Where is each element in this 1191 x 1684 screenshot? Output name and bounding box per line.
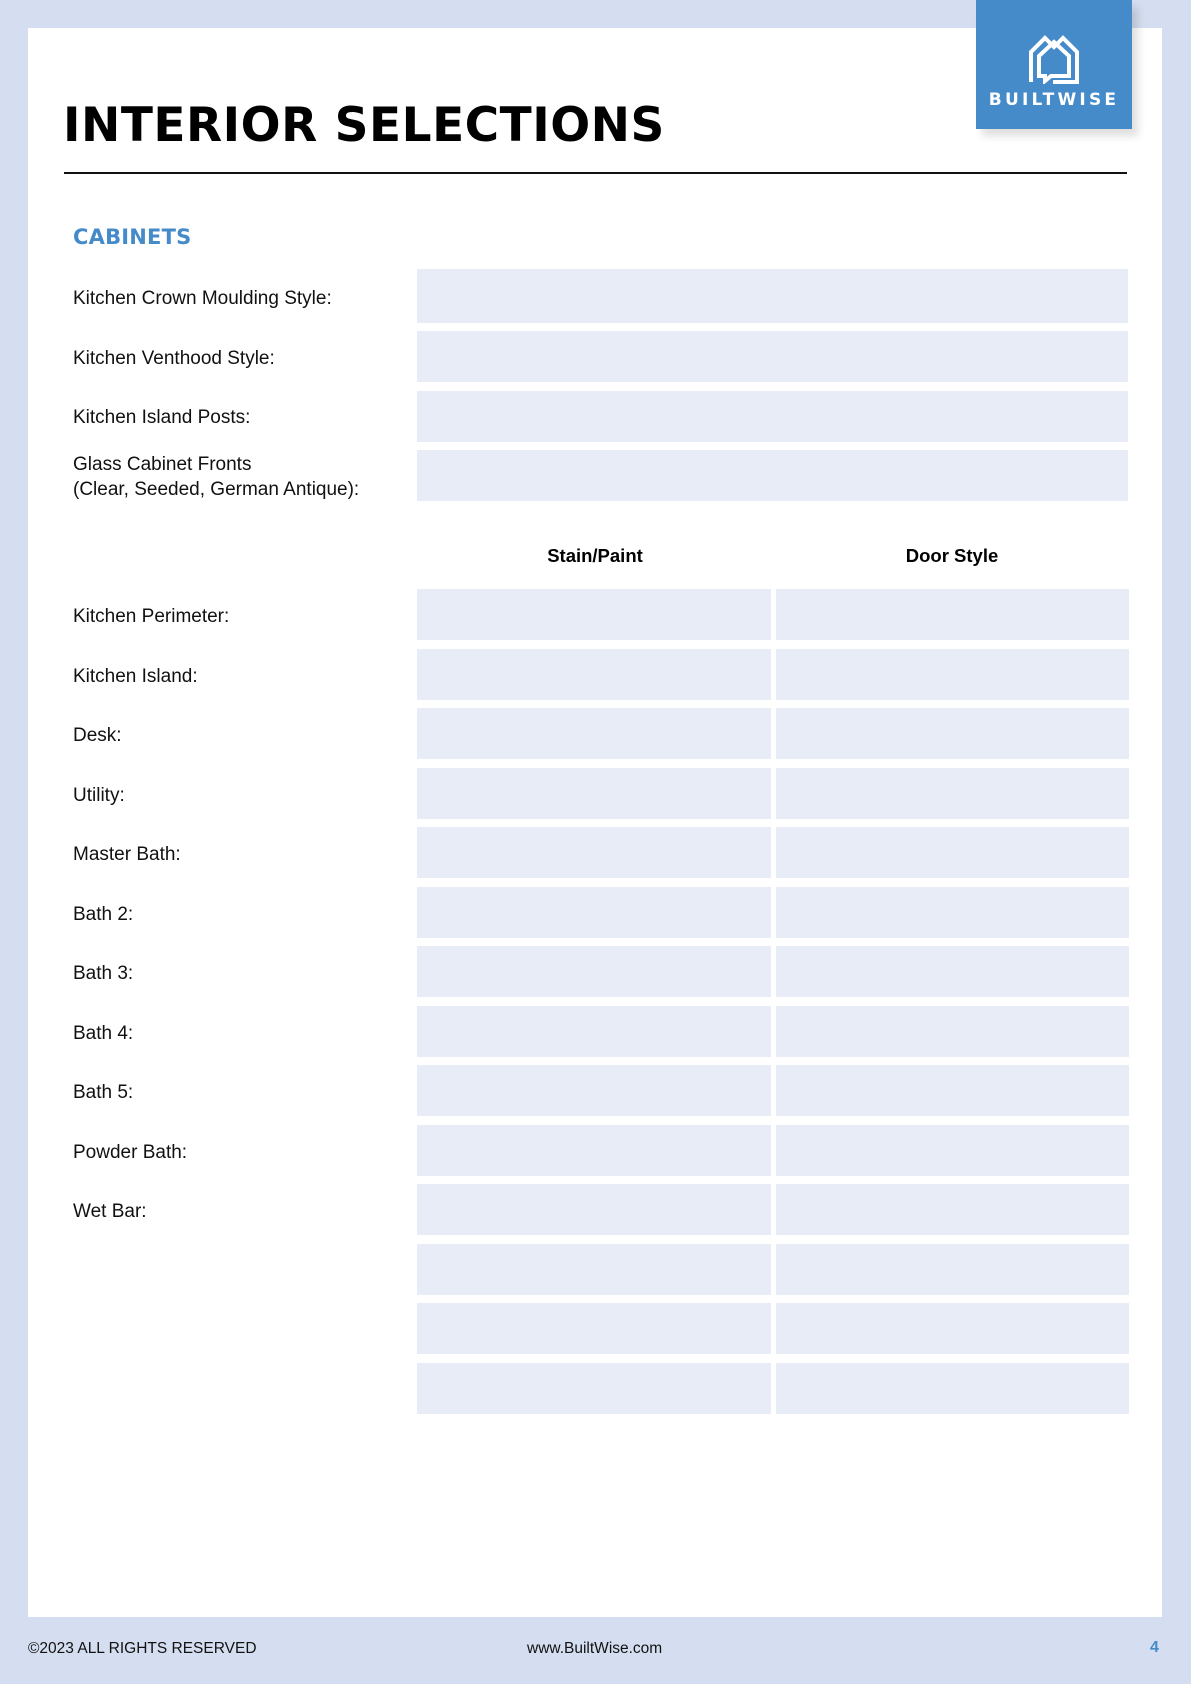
door-style-input[interactable] bbox=[776, 1006, 1129, 1057]
stain-paint-input[interactable] bbox=[417, 1184, 771, 1235]
stain-paint-input[interactable] bbox=[417, 589, 771, 640]
door-style-input[interactable] bbox=[776, 589, 1129, 640]
row-label: Bath 3: bbox=[73, 963, 134, 984]
door-style-input[interactable] bbox=[776, 887, 1129, 938]
row-label: Kitchen Perimeter: bbox=[73, 606, 230, 627]
stain-paint-input[interactable] bbox=[417, 649, 771, 700]
door-style-input[interactable] bbox=[776, 827, 1129, 878]
door-style-input[interactable] bbox=[776, 1303, 1129, 1354]
door-style-input[interactable] bbox=[776, 1184, 1129, 1235]
row-label: Kitchen Island: bbox=[73, 666, 198, 687]
footer-copyright: ©2023 ALL RIGHTS RESERVED bbox=[28, 1640, 257, 1657]
stain-paint-input[interactable] bbox=[417, 1363, 771, 1414]
footer-website-link[interactable]: www.BuiltWise.com bbox=[527, 1640, 663, 1657]
stain-paint-input[interactable] bbox=[417, 887, 771, 938]
door-style-input[interactable] bbox=[776, 708, 1129, 759]
venthood-input[interactable] bbox=[417, 331, 1128, 382]
row-label: Bath 5: bbox=[73, 1082, 134, 1103]
section-title-cabinets: CABINETS bbox=[73, 225, 192, 249]
stain-paint-input[interactable] bbox=[417, 1065, 771, 1116]
field-label-crown-moulding: Kitchen Crown Moulding Style: bbox=[73, 288, 332, 309]
island-posts-input[interactable] bbox=[417, 391, 1128, 442]
row-label: Utility: bbox=[73, 785, 125, 806]
row-label: Bath 2: bbox=[73, 904, 134, 925]
field-label-glass-fronts bbox=[73, 452, 359, 502]
door-style-input[interactable] bbox=[776, 1363, 1129, 1414]
brand-logo bbox=[976, 0, 1132, 129]
stain-paint-input[interactable] bbox=[417, 708, 771, 759]
row-label: Desk: bbox=[73, 725, 122, 746]
field-label-glass-fronts-line2: (Clear, Seeded, German Antique): bbox=[73, 479, 360, 500]
stain-paint-input[interactable] bbox=[417, 1006, 771, 1057]
stain-paint-input[interactable] bbox=[417, 946, 771, 997]
stain-paint-input[interactable] bbox=[417, 1303, 771, 1354]
column-header-stain-paint: Stain/Paint bbox=[547, 545, 643, 566]
title-divider bbox=[64, 172, 1127, 174]
row-label: Powder Bath: bbox=[73, 1142, 188, 1163]
row-label: Bath 4: bbox=[73, 1023, 134, 1044]
field-label-venthood: Kitchen Venthood Style: bbox=[73, 348, 275, 369]
door-style-input[interactable] bbox=[776, 1125, 1129, 1176]
field-label-island-posts: Kitchen Island Posts: bbox=[73, 407, 251, 428]
house-speech-bubble-icon bbox=[1027, 32, 1081, 84]
brand-name: BUILTWISE bbox=[988, 90, 1120, 110]
door-style-input[interactable] bbox=[776, 946, 1129, 997]
stain-paint-input[interactable] bbox=[417, 768, 771, 819]
row-label: Wet Bar: bbox=[73, 1201, 147, 1222]
crown-moulding-input[interactable] bbox=[417, 269, 1128, 323]
door-style-input[interactable] bbox=[776, 768, 1129, 819]
door-style-input[interactable] bbox=[776, 649, 1129, 700]
door-style-input[interactable] bbox=[776, 1065, 1129, 1116]
page-number: 4 bbox=[1150, 1639, 1159, 1656]
page-title: INTERIOR SELECTIONS bbox=[63, 98, 665, 153]
stain-paint-input[interactable] bbox=[417, 1125, 771, 1176]
stain-paint-input[interactable] bbox=[417, 827, 771, 878]
column-header-door-style: Door Style bbox=[905, 545, 999, 566]
field-label-glass-fronts-line1: Glass Cabinet Fronts bbox=[73, 454, 252, 475]
stain-paint-input[interactable] bbox=[417, 1244, 771, 1295]
row-label: Master Bath: bbox=[73, 844, 181, 865]
glass-fronts-input[interactable] bbox=[417, 450, 1128, 501]
door-style-input[interactable] bbox=[776, 1244, 1129, 1295]
